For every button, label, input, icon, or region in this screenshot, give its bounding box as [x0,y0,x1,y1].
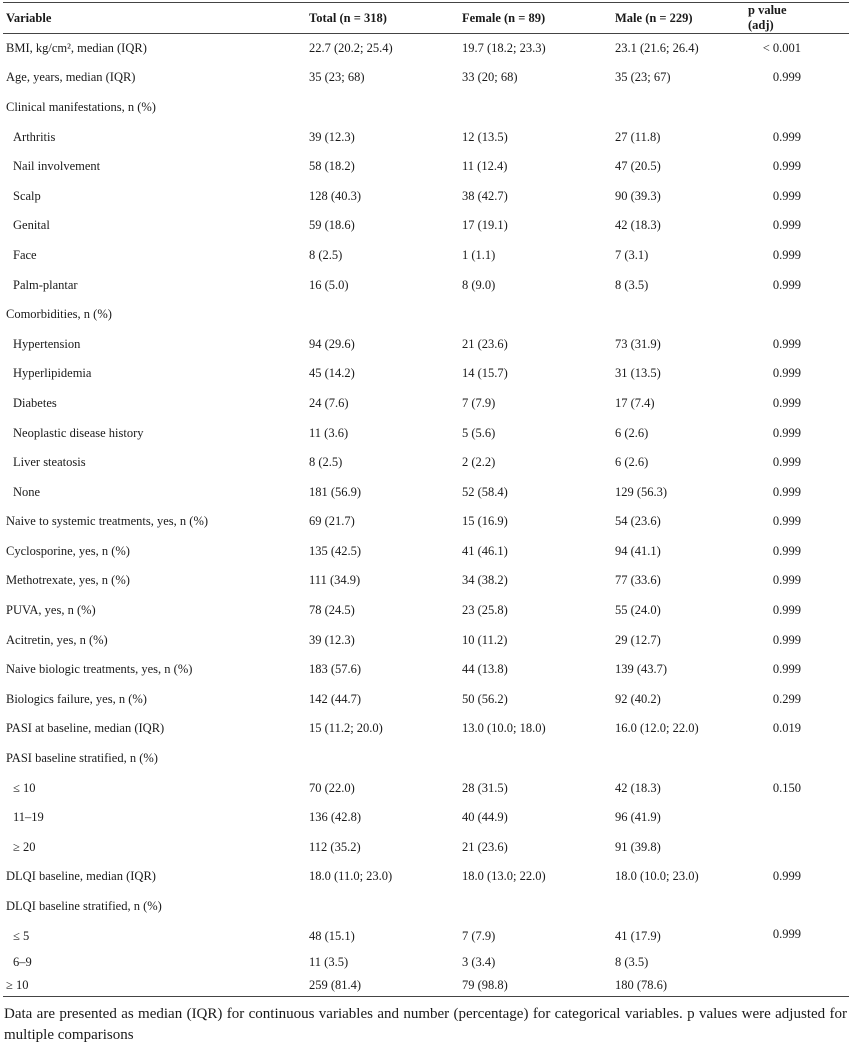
row-pvalue: 0.999 [772,336,801,351]
row-total: 35 (23; 68) [309,70,365,85]
table-row [3,655,849,685]
row-female: 15 (16.9) [462,514,508,529]
row-pvalue: 0.999 [772,70,801,85]
row-female: 41 (46.1) [462,543,508,558]
row-total: 78 (24.5) [309,603,355,618]
table-row [3,329,849,359]
row-label: Palm-plantar [13,277,78,292]
row-female: 2 (2.2) [462,455,496,470]
row-female: 5 (5.6) [462,425,496,440]
table-row [3,359,849,389]
row-total [306,93,459,123]
row-label: None [13,484,41,499]
row-pvalue: 0.999 [772,425,801,440]
row-male: 73 (31.9) [615,336,661,351]
row-total: 24 (7.6) [309,395,349,410]
row-male: 139 (43.7) [615,662,668,677]
row-female [459,744,612,774]
table-row [3,181,849,211]
row-total: 181 (56.9) [309,484,362,499]
row-female: 18.0 (13.0; 22.0) [462,869,546,884]
row-pvalue: < 0.001 [762,41,801,56]
row-male: 17 (7.4) [615,395,655,410]
row-pvalue [745,744,849,774]
row-pvalue: 0.999 [772,632,801,647]
row-label: DLQI baseline stratified, n (%) [6,899,162,914]
row-pvalue [745,974,849,997]
row-label: Cyclosporine, yes, n (%) [6,543,130,558]
row-pvalue [745,803,849,833]
row-label: ≥ 20 [13,839,36,854]
row-pvalue: 0.999 [772,455,801,470]
row-female: 17 (19.1) [462,218,508,233]
row-total: 70 (22.0) [309,780,355,795]
table-row [3,418,849,448]
row-male: 180 (78.6) [612,974,745,997]
row-label: BMI, kg/cm², median (IQR) [6,41,147,56]
row-female: 21 (23.6) [462,336,508,351]
row-label: ≤ 10 [13,780,36,795]
row-total: 259 (81.4) [306,974,459,997]
table-row [3,685,849,715]
row-label: Arthritis [13,129,56,144]
row-label: Clinical manifestations, n (%) [6,99,156,114]
table-row [3,389,849,419]
table-row [3,507,849,537]
row-male: 90 (39.3) [615,188,661,203]
row-male: 42 (18.3) [615,218,661,233]
row-female: 79 (98.8) [459,974,612,997]
row-total: 8 (2.5) [309,247,343,262]
row-label: Scalp [13,188,41,203]
row-total: 39 (12.3) [309,129,355,144]
row-male: 23.1 (21.6; 26.4) [615,41,699,56]
row-total: 11 (3.5) [309,954,349,969]
row-female: 23 (25.8) [462,603,508,618]
row-label: PUVA, yes, n (%) [6,603,96,618]
row-pvalue: 0.999 [772,188,801,203]
row-label: PASI baseline stratified, n (%) [6,751,158,766]
row-female: 38 (42.7) [462,188,508,203]
table-row [3,625,849,655]
row-pvalue: 0.999 [772,247,801,262]
table-row [3,714,849,744]
header-male: Male (n = 229) [612,3,745,34]
row-male: 27 (11.8) [615,129,661,144]
row-pvalue: 0.999 [772,366,801,381]
row-label: Liver steatosis [13,455,86,470]
row-total: 45 (14.2) [309,366,355,381]
table-row [3,34,849,64]
table-row [3,211,849,241]
row-female: 33 (20; 68) [462,70,518,85]
row-female [459,93,612,123]
table-row [3,803,849,833]
row-male: 94 (41.1) [615,543,661,558]
table-row [3,773,849,803]
row-label: Hypertension [13,336,81,351]
table-body [3,34,849,997]
row-male: 92 (40.2) [615,691,661,706]
row-male: 6 (2.6) [615,455,649,470]
row-male [612,892,745,922]
row-label: 11–19 [13,810,44,825]
row-female: 7 (7.9) [462,395,496,410]
row-label: Face [13,247,37,262]
row-female: 12 (13.5) [462,129,508,144]
row-total: 22.7 (20.2; 25.4) [309,41,393,56]
table-row [3,951,849,974]
row-male [612,300,745,330]
table-row [3,122,849,152]
row-total: 18.0 (11.0; 23.0) [309,869,393,884]
row-total: 16 (5.0) [309,277,349,292]
table-row [3,63,849,93]
row-pvalue: 0.999 [772,395,801,410]
row-female: 13.0 (10.0; 18.0) [462,721,546,736]
row-total [306,892,459,922]
row-male: 42 (18.3) [615,780,661,795]
row-male: 8 (3.5) [615,277,649,292]
row-female: 44 (13.8) [462,662,508,677]
row-male: 18.0 (10.0; 23.0) [615,869,699,884]
table-row [3,892,849,922]
row-male: 55 (24.0) [615,603,661,618]
row-pvalue [745,300,849,330]
row-label: Hyperlipidemia [13,366,92,381]
row-male [612,93,745,123]
row-male: 54 (23.6) [615,514,661,529]
row-male: 6 (2.6) [615,425,649,440]
row-pvalue: 0.999 [772,573,801,588]
row-male: 35 (23; 67) [615,70,671,85]
row-pvalue: 0.999 [772,927,801,942]
row-total: 112 (35.2) [309,839,361,854]
header-pvalue: p value (adj) [745,3,849,34]
row-label: Naive biologic treatments, yes, n (%) [6,662,193,677]
row-male: 129 (56.3) [615,484,668,499]
row-label: Neoplastic disease history [13,425,144,440]
table-row [3,974,849,997]
row-total: 58 (18.2) [309,159,355,174]
row-label: ≥ 10 [3,974,306,997]
row-label: Diabetes [13,395,57,410]
row-total: 142 (44.7) [309,691,362,706]
row-total: 136 (42.8) [309,810,362,825]
table-row [3,477,849,507]
row-female: 34 (38.2) [462,573,508,588]
table-footnote: Data are presented as median (IQR) for continuous variables and number (percentage) for categorical variables. p values were adjusted for multiple comparisons [4,1006,847,1043]
row-pvalue: 0.019 [772,721,801,736]
row-total: 39 (12.3) [309,632,355,647]
row-male: 7 (3.1) [615,247,649,262]
row-pvalue: 0.999 [772,514,801,529]
row-total: 111 (34.9) [309,573,361,588]
table-row [3,300,849,330]
row-label: Methotrexate, yes, n (%) [6,573,130,588]
row-female: 1 (1.1) [462,247,496,262]
row-female: 40 (44.9) [462,810,508,825]
row-female: 7 (7.9) [462,928,496,943]
row-label: PASI at baseline, median (IQR) [6,721,165,736]
row-female [459,300,612,330]
table-row [3,566,849,596]
table-row [3,833,849,863]
row-female: 14 (15.7) [462,366,508,381]
table-row [3,93,849,123]
row-label: Comorbidities, n (%) [6,307,112,322]
row-pvalue: 0.999 [772,484,801,499]
row-pvalue: 0.999 [772,603,801,618]
table-row [3,152,849,182]
row-female: 28 (31.5) [462,780,508,795]
row-female: 10 (11.2) [462,632,508,647]
row-female: 19.7 (18.2; 23.3) [462,41,546,56]
row-pvalue: 0.999 [772,218,801,233]
row-total: 11 (3.6) [309,425,349,440]
table-row [3,448,849,478]
row-pvalue: 0.999 [772,543,801,558]
row-total: 135 (42.5) [309,543,362,558]
table-header-row [3,3,849,34]
row-label: Nail involvement [13,159,101,174]
row-label: Genital [13,218,50,233]
row-female: 3 (3.4) [462,954,496,969]
table-row [3,241,849,271]
row-male: 96 (41.9) [615,810,661,825]
row-pvalue [745,951,849,974]
demographics-table [3,2,849,997]
table-row [3,744,849,774]
row-total: 128 (40.3) [309,188,362,203]
row-total: 94 (29.6) [309,336,355,351]
row-male: 91 (39.8) [615,839,661,854]
row-pvalue: 0.999 [772,129,801,144]
row-female: 21 (23.6) [462,839,508,854]
row-male: 47 (20.5) [615,159,661,174]
row-pvalue: 0.999 [772,662,801,677]
row-total: 59 (18.6) [309,218,355,233]
row-total [306,300,459,330]
row-label: ≤ 5 [13,928,30,943]
row-female: 11 (12.4) [462,159,508,174]
row-total: 8 (2.5) [309,455,343,470]
row-male: 29 (12.7) [615,632,661,647]
row-pvalue: 0.150 [772,780,801,795]
row-label: Biologics failure, yes, n (%) [6,691,147,706]
table-row [3,921,849,951]
row-pvalue [745,93,849,123]
header-variable: Variable [3,3,306,34]
row-female: 50 (56.2) [462,691,508,706]
header-total: Total (n = 318) [306,3,459,34]
row-label: Naive to systemic treatments, yes, n (%) [6,514,209,529]
row-total: 48 (15.1) [309,928,355,943]
row-pvalue: 0.999 [772,159,801,174]
row-male: 16.0 (12.0; 22.0) [615,721,699,736]
row-total: 183 (57.6) [309,662,362,677]
table-row [3,596,849,626]
row-pvalue [745,833,849,863]
row-pvalue [745,892,849,922]
table-row [3,862,849,892]
row-total: 15 (11.2; 20.0) [309,721,383,736]
row-female: 8 (9.0) [462,277,496,292]
row-female: 52 (58.4) [462,484,508,499]
row-label: 6–9 [13,954,32,969]
row-label: Acitretin, yes, n (%) [6,632,108,647]
row-male: 77 (33.6) [615,573,661,588]
row-pvalue: 0.999 [772,277,801,292]
row-label: Age, years, median (IQR) [6,70,136,85]
row-pvalue: 0.299 [772,691,801,706]
row-pvalue: 0.999 [772,869,801,884]
row-male: 8 (3.5) [615,954,649,969]
table-row [3,270,849,300]
row-label: DLQI baseline, median (IQR) [6,869,156,884]
header-female: Female (n = 89) [459,3,612,34]
row-male [612,744,745,774]
row-male: 41 (17.9) [615,928,661,943]
row-male: 31 (13.5) [615,366,661,381]
table-row [3,537,849,567]
row-total [306,744,459,774]
row-female [459,892,612,922]
row-total: 69 (21.7) [309,514,355,529]
